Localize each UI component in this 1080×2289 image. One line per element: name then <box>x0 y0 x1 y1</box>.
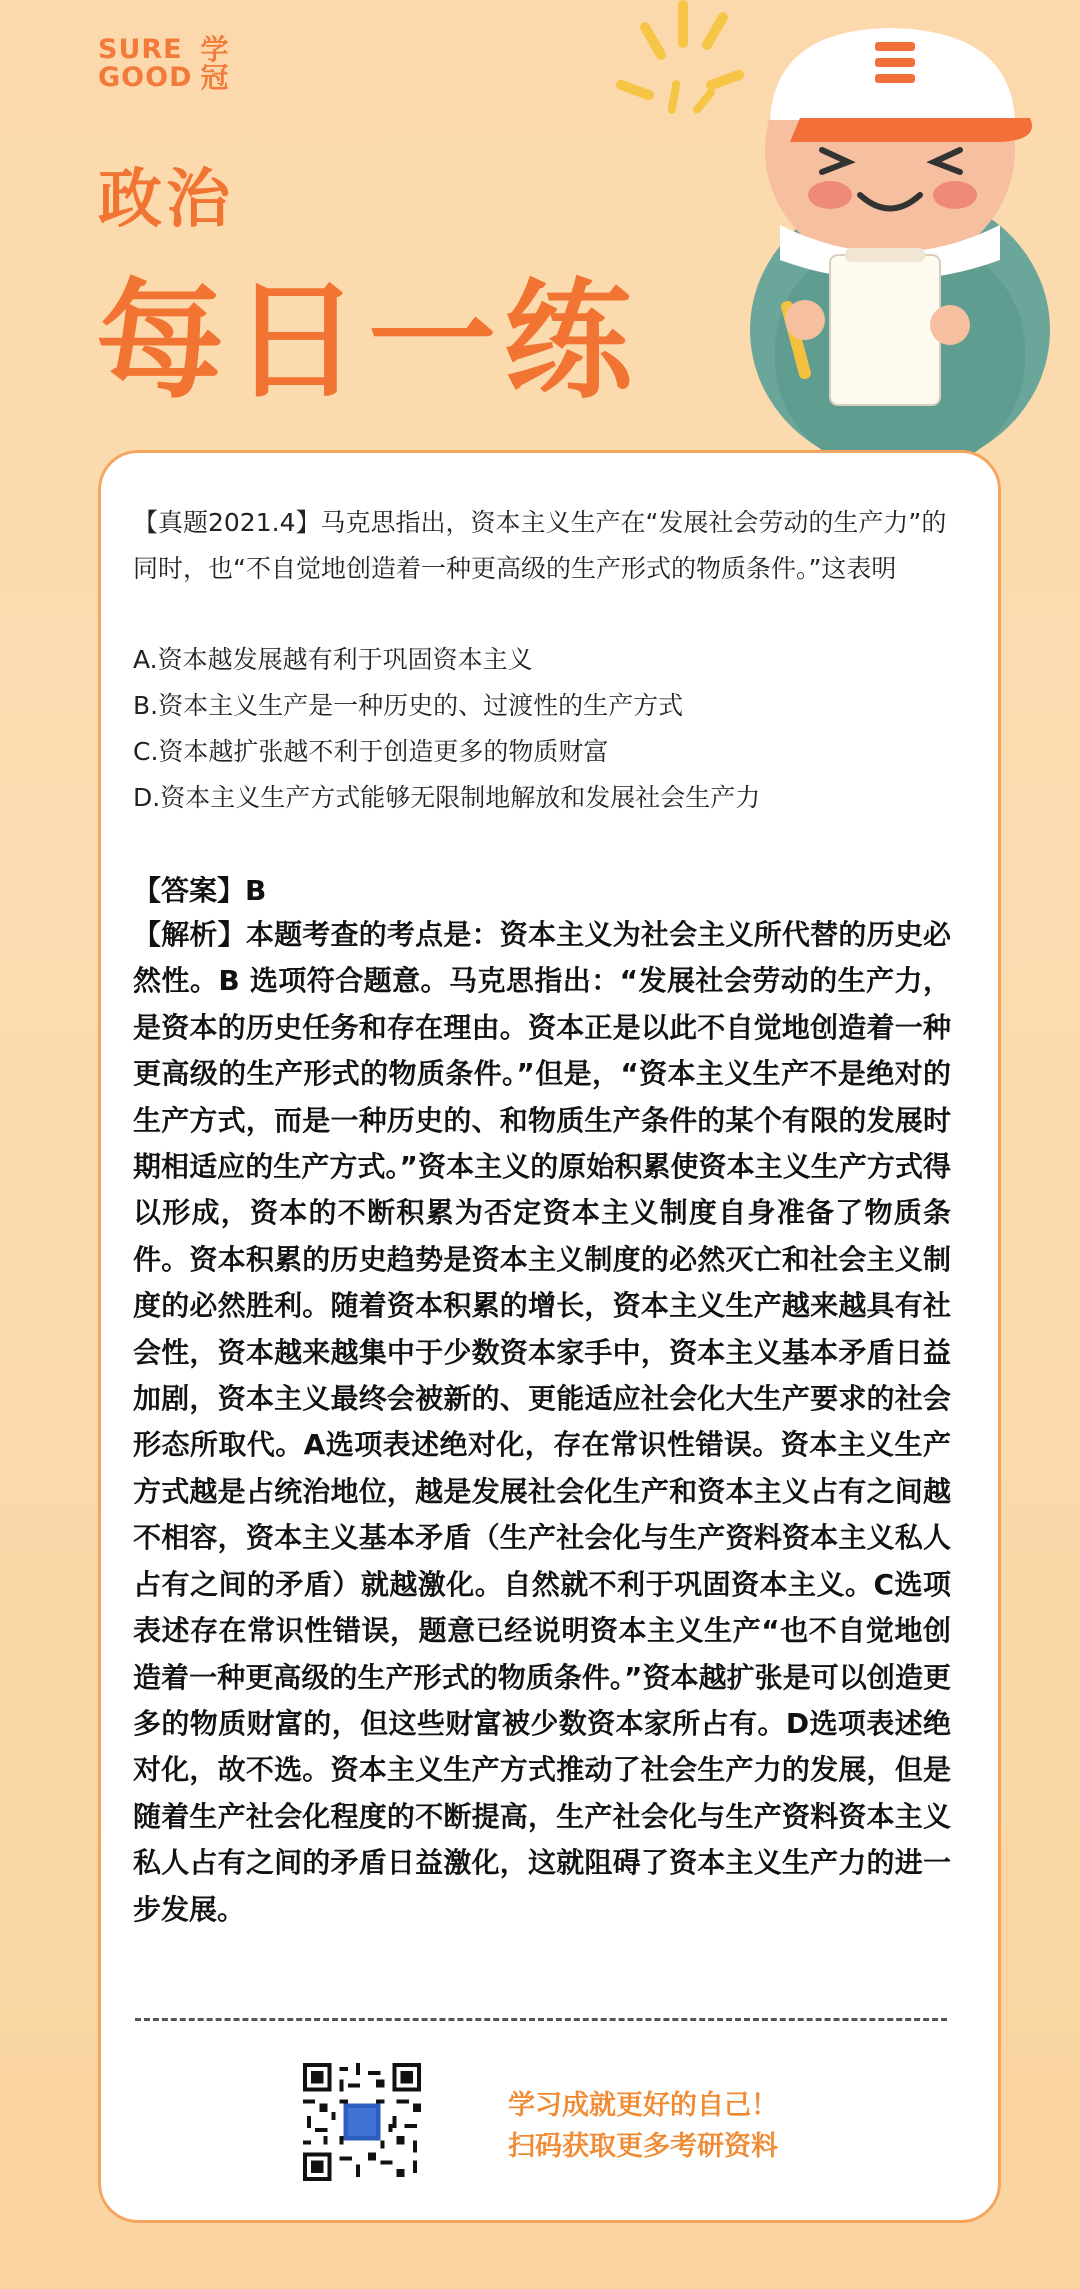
qr-code-icon[interactable] <box>303 2063 421 2181</box>
option-c: C.资本越扩张越不利于创造更多的物质财富 <box>133 737 609 766</box>
page-title: 每日一练 <box>96 267 641 416</box>
answer-text: 【答案】B <box>133 874 267 907</box>
logo-cn-top: 学 <box>200 33 229 66</box>
dashed-divider <box>135 2018 947 2021</box>
slogan-line-1: 学习成就更好的自己！ <box>508 2090 778 2121</box>
option-a: A.资本越发展越有利于巩固资本主义 <box>133 645 533 674</box>
logo-en-top: SURE <box>98 34 183 65</box>
sun-rays-icon <box>614 0 745 115</box>
logo-en-bottom: GOOD <box>98 62 193 93</box>
analysis-text: 【解析】本题考查的考点是：资本主义为社会主义所代替的历史必然性。B 选项符合题意。马克思指出：“发展社会劳动的生产力，是资本的历史任务和存在理由。资本正是以此不自觉地创造着一种更高级的生产形式的物质条件。”但是，“资本主义生产不是绝对的生产方式，而是一种历史的、和物质生产条件的某个有限的发展时期相适应的生产方式。”资本主义的原始积累使资本主义生产方式得以形成，资本的不断积累为否定资本主义制度自身准备了物质条件。资本积累的历史趋势是资本主义制度的必然灭亡和社会主义制度的必然胜利。随着资本积累的增长，资本主义生产越来越具有社会性，资本越来越集中于少数资本家手中，资本主义基本矛盾日益加剧，资本主义最终会被新的、更能适应社会化大生产要求的社会形态所取代。A选项表述绝对化，存在常识性错误。资本主义生产方式越是占统治地位，越是发展社会化生产和资本主义占有之间越不相容，资本主义基本矛盾（生产社会化与生产资料资本主义私人占有之间的矛盾）就越激化。自然就不利于巩固资本主义。C选项表述存在常识性错误，题意已经说明资本主义生产“也不自觉地创造着一种更高级的生产形式的物质条件。”资本越扩张是可以创造更多的物质财富的，但这些财富被少数资本家所占有。D选项表述绝对化，故不选。资本主义生产方式推动了社会生产力的发展，但是随着生产社会化程度的不断提高，生产社会化与生产资料资本主义私人占有之间的矛盾日益激化，这就阻碍了资本主义生产力的进一步发展。 <box>133 918 951 1926</box>
mascot-illustration <box>560 0 1080 470</box>
slogan-line-2: 扫码获取更多考研资料 <box>508 2131 778 2162</box>
logo-cn-bottom: 冠 <box>200 61 229 94</box>
subject-title: 政治 <box>98 163 234 237</box>
brand-logo <box>98 33 229 94</box>
question-stem: 【真题2021.4】马克思指出，资本主义生产在“发展社会劳动的生产力”的同时，也“不自觉地创造着一种更高级的生产形式的物质条件。”这表明 <box>133 508 947 583</box>
option-b: B.资本主义生产是一种历史的、过渡性的生产方式 <box>133 691 684 720</box>
option-d: D.资本主义生产方式能够无限制地解放和发展社会生产力 <box>133 783 761 812</box>
